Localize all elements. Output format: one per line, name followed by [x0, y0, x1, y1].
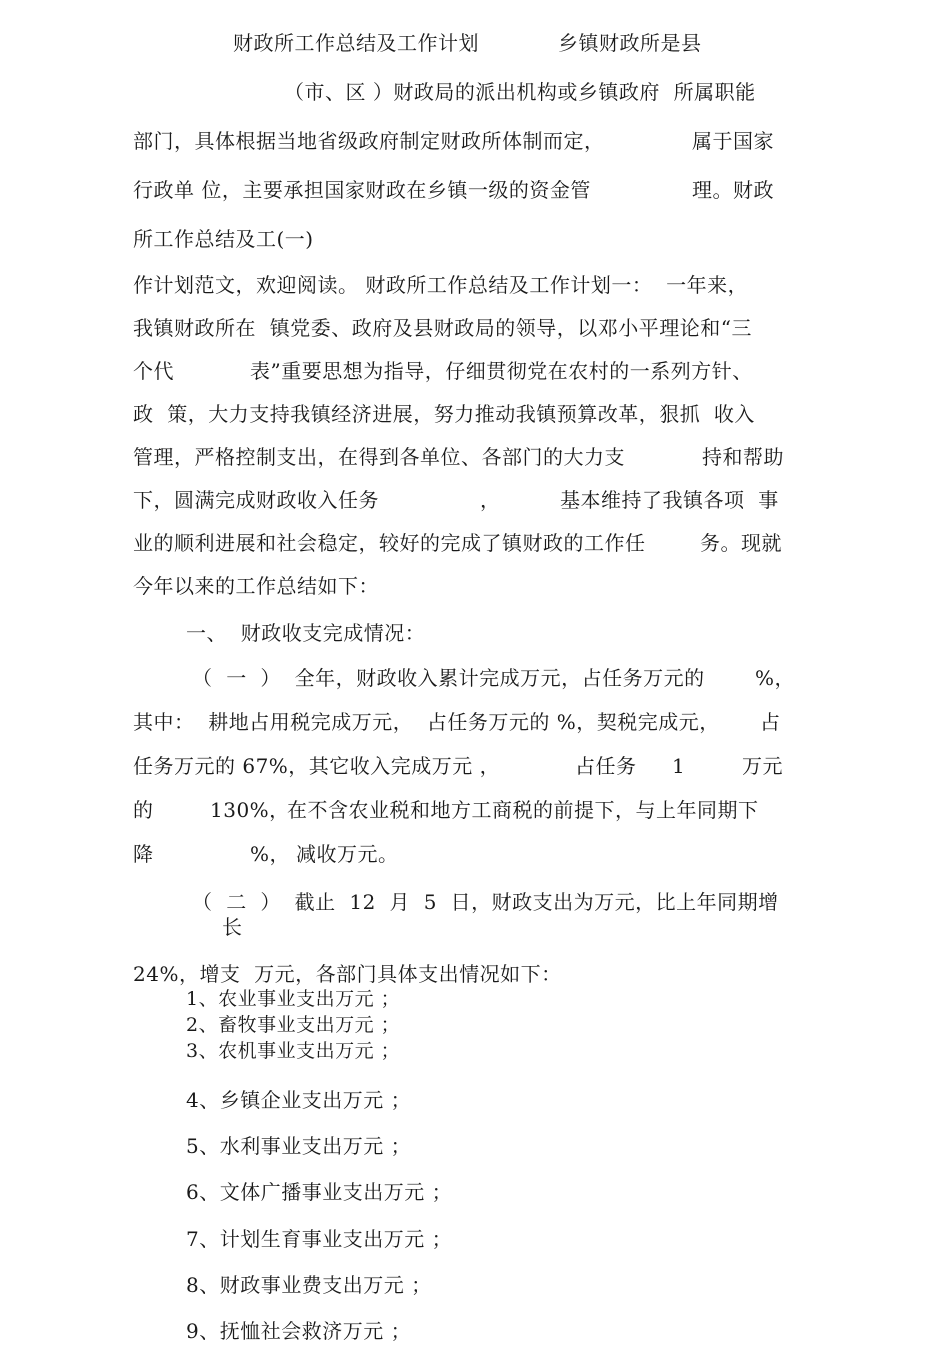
- para-line-fragment: %，: [250, 842, 291, 866]
- para-line: （ 二 ） 截止 12 月 5 日，财政支出为万元，比上年同期增: [192, 890, 779, 914]
- intro-line: 部门，具体根据当地省级政府制定财政所体制而定，: [133, 129, 605, 153]
- list-item: 6、文体广播事业支出万元 ；: [186, 1180, 453, 1204]
- body-line: 业的顺利进展和社会稳定，较好的完成了镇财政的工作任: [133, 531, 646, 555]
- para-line: 任务万元的 67%，其它收入完成万元 ，: [133, 754, 501, 778]
- intro-line: 行政单 位，主要承担国家财政在乡镇一级的资金管: [133, 178, 591, 202]
- para-line: 24%，增支 万元，各部门具体支出情况如下：: [133, 962, 562, 986]
- list-item: 8、财政事业费支出万元 ；: [186, 1273, 432, 1297]
- para-line: 降: [133, 842, 154, 866]
- para-line-fragment: 长: [222, 915, 243, 939]
- para-line-fragment: 占: [760, 710, 781, 734]
- para-line-fragment: 减收万元。: [296, 842, 399, 866]
- para-line-fragment: 在不含农业税和地方工商税的前提下，与上年同期下: [287, 798, 759, 822]
- para-line-fragment: 130%，: [210, 798, 290, 822]
- body-line: 我镇财政所在 镇党委、政府及县财政局的领导，以邓小平理论和“三: [133, 316, 752, 340]
- doc-title-continuation: 乡镇财政所是县: [558, 31, 702, 55]
- body-line: 今年以来的工作总结如下：: [133, 574, 379, 598]
- body-line: 下，圆满完成财政收入任务: [133, 488, 379, 512]
- body-line-fragment: 务。现就: [700, 531, 782, 555]
- para-line-fragment: 1: [672, 754, 686, 778]
- list-item: 2、畜牧事业支出万元 ；: [186, 1014, 401, 1036]
- list-item: 9、抚恤社会救济万元 ；: [186, 1319, 412, 1343]
- list-item: 5、水利事业支出万元 ；: [186, 1134, 412, 1158]
- list-item: 4、乡镇企业支出万元 ；: [186, 1088, 412, 1112]
- body-line-fragment: 持和帮助: [702, 445, 784, 469]
- para-line-fragment: 占任务: [575, 754, 637, 778]
- intro-line: （市、区 ）财政局的派出机构或乡镇政府 所属职能: [284, 80, 756, 104]
- intro-line-fragment: 理。财政: [692, 178, 774, 202]
- list-item: 3、农机事业支出万元 ；: [186, 1040, 401, 1062]
- doc-title: 财政所工作总结及工作计划: [233, 31, 479, 55]
- body-line: 作计划范文，欢迎阅读。 财政所工作总结及工作计划一： 一年来，: [133, 273, 749, 297]
- para-line-fragment: 万元: [742, 754, 783, 778]
- para-line: 其中： 耕地占用税完成万元， 占任务万元的 %，契税完成元，: [133, 710, 720, 734]
- list-item: 1、农业事业支出万元 ；: [186, 988, 401, 1010]
- intro-line-fragment: 属于国家: [692, 129, 774, 153]
- para-line: 的: [133, 798, 154, 822]
- list-item: 7、计划生育事业支出万元 ；: [186, 1227, 453, 1251]
- para-line-fragment: %，: [755, 666, 796, 690]
- body-line-fragment: 基本维持了我镇各项 事: [560, 488, 779, 512]
- para-line: （ 一 ） 全年，财政收入累计完成万元，占任务万元的: [192, 666, 705, 690]
- body-line-fragment: 表”重要思想为指导，仔细贯彻党在农村的一系列方针、: [250, 359, 753, 383]
- body-line: 个代: [133, 359, 174, 383]
- section-heading: 一、 财政收支完成情况：: [186, 621, 426, 645]
- body-line: 管理，严格控制支出，在得到各单位、各部门的大力支: [133, 445, 625, 469]
- intro-line: 所工作总结及工(一): [133, 227, 314, 251]
- body-line: 政 策，大力支持我镇经济进展，努力推动我镇预算改革，狠抓 收入: [133, 402, 755, 426]
- body-line-fragment: ，: [480, 488, 501, 512]
